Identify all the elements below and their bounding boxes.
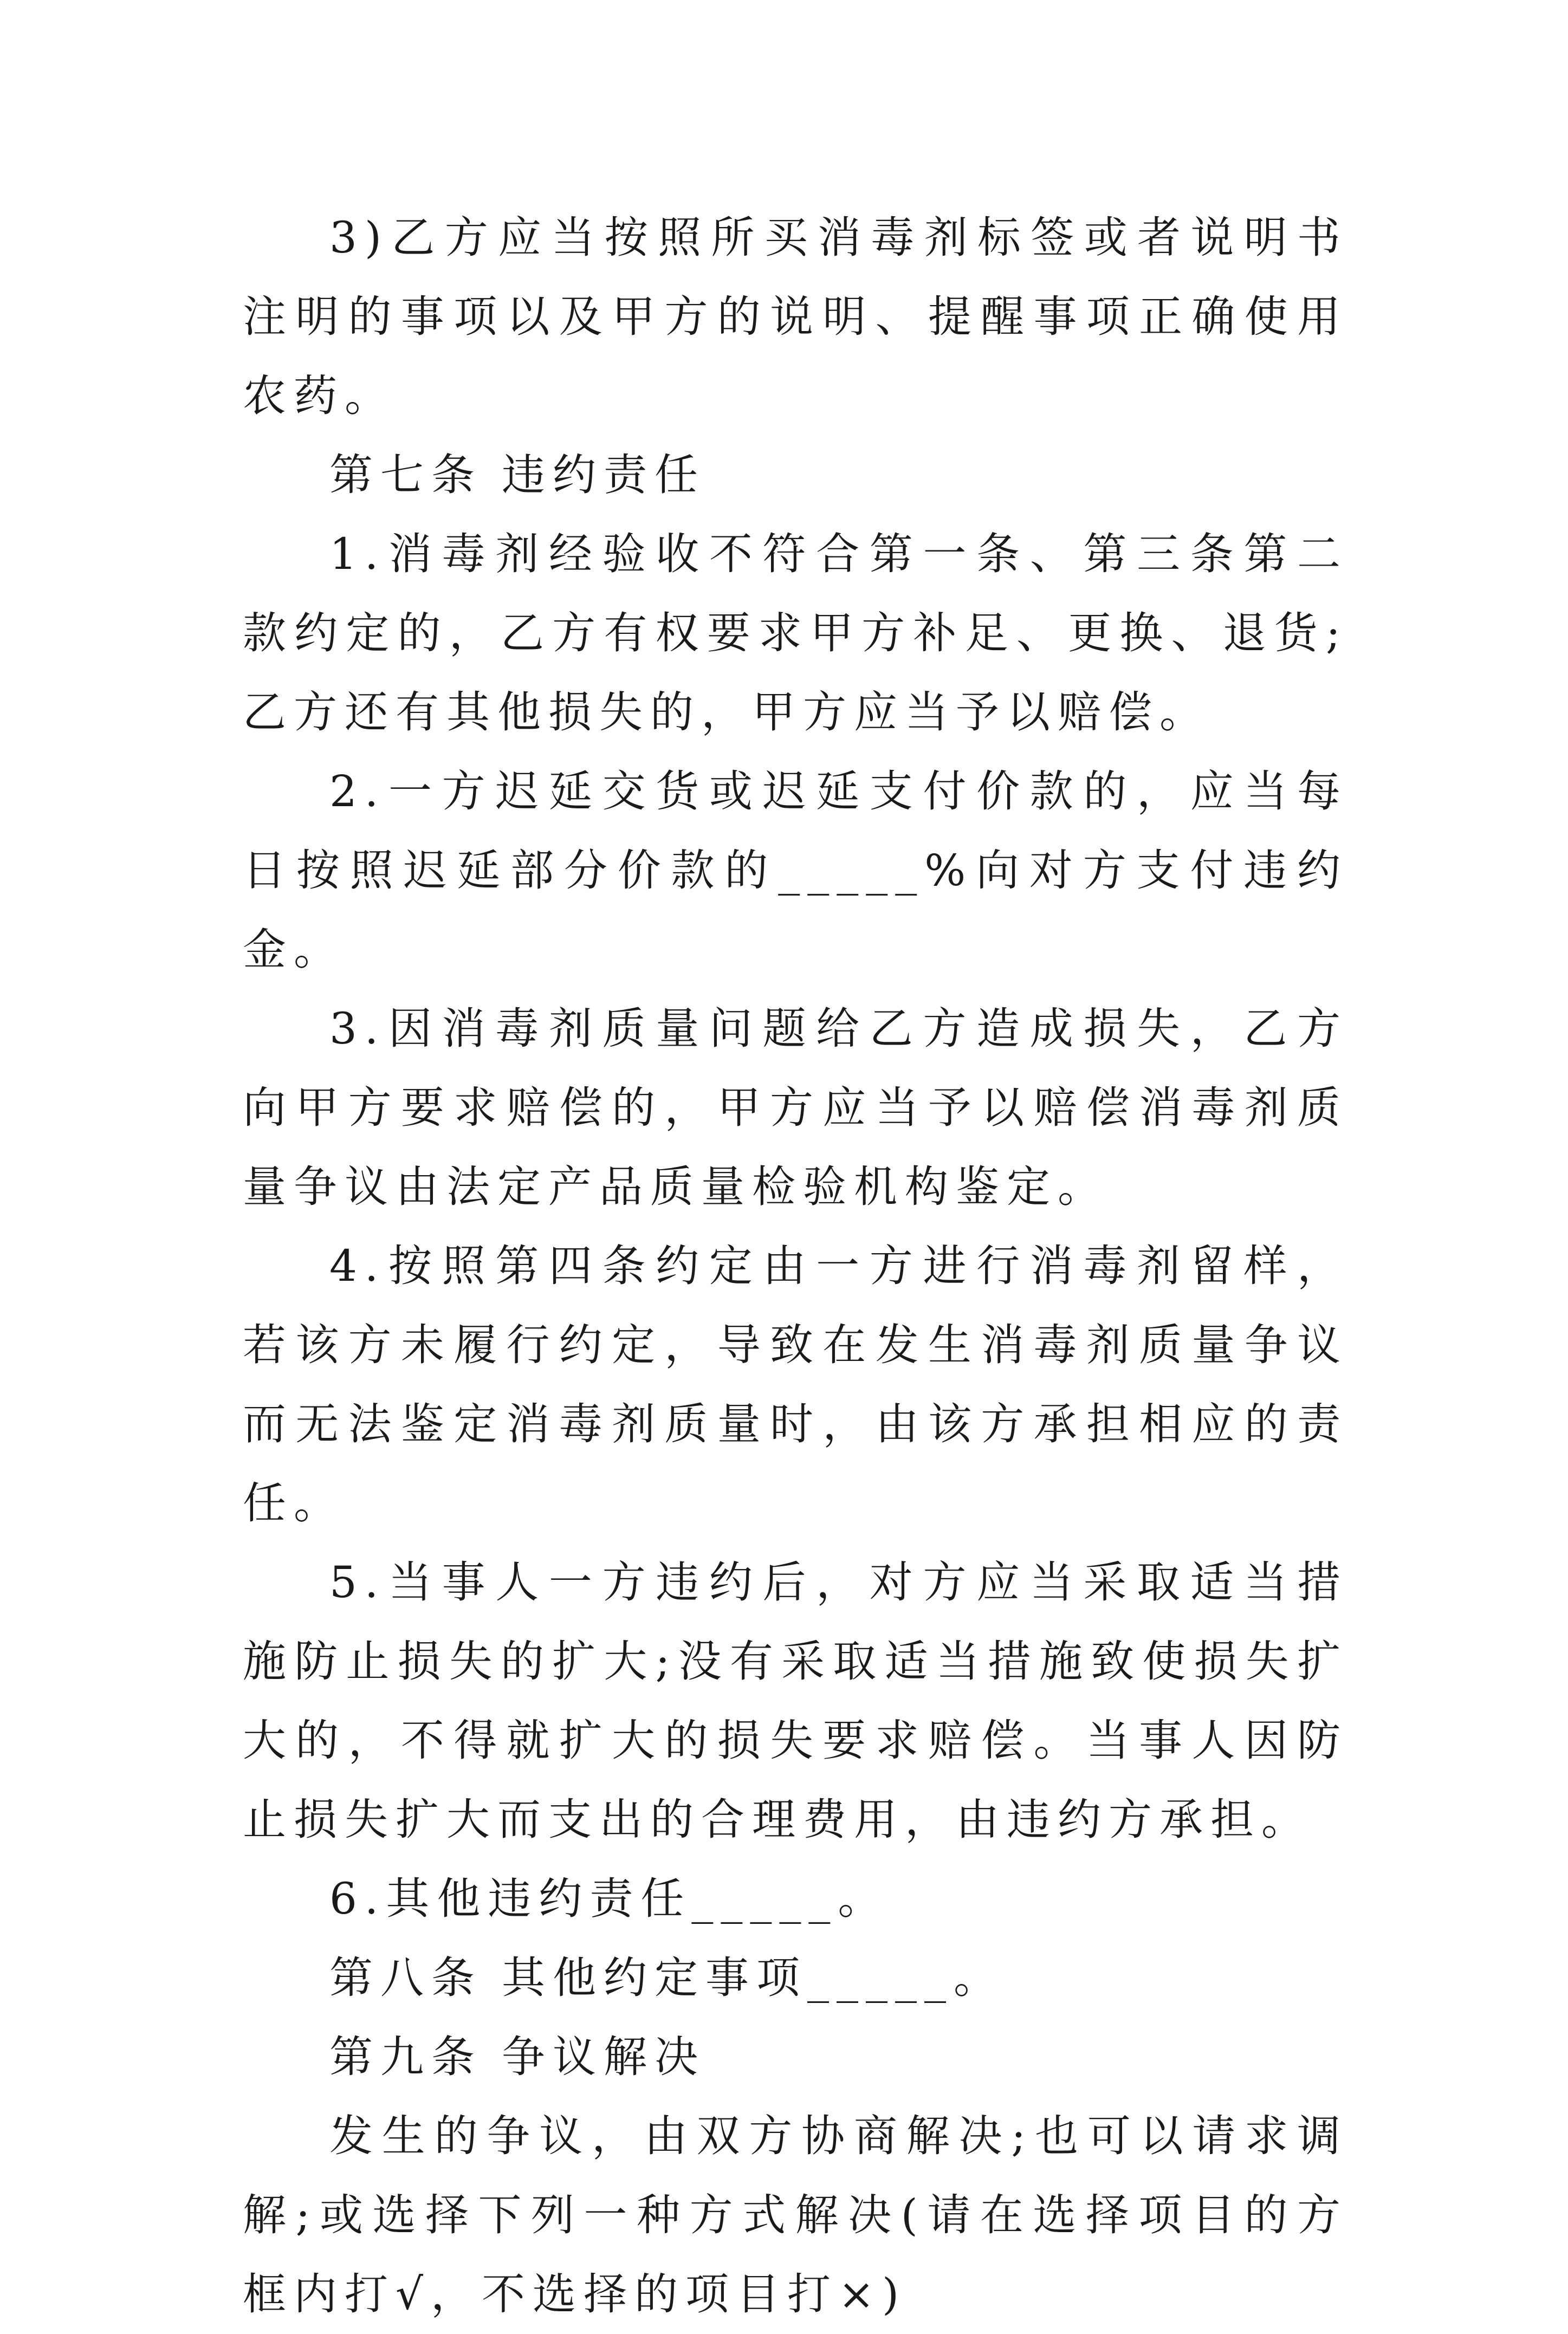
article-9-heading xyxy=(243,2018,1348,2097)
article-7-number: 第七条 xyxy=(329,450,482,500)
clause-9-text: 发生的争议，由双方协商解决;也可以请求调解;或选择下列一种方式解决(请在选择项目的方框内打√，不选择的项目打×) xyxy=(243,2111,1348,2319)
clause-7-item-1: 1.消毒剂经验收不符合第一条、第三条第二款约定的，乙方有权要求甲方补足、更换、退货;乙方还有其他损失的，甲方应当予以赔偿。 xyxy=(243,529,1348,737)
clause-7-item-3: 3.因消毒剂质量问题给乙方造成损失，乙方向甲方要求赔偿的，甲方应当予以赔偿消毒剂质量争议由法定产品质量检验机构鉴定。 xyxy=(243,1003,1348,1212)
article-8-title: 其他约定事项_____。 xyxy=(502,1953,1005,2003)
article-7-title: 违约责任 xyxy=(502,450,705,500)
clause-7-item-6: 6.其他违约责任_____。 xyxy=(329,1873,889,1924)
clause-7-item-4: 4.按照第四条约定由一方进行消毒剂留样，若该方未履行约定，导致在发生消毒剂质量争议而无法鉴定消毒剂质量时，由该方承担相应的责任。 xyxy=(243,1241,1348,1528)
article-7-heading xyxy=(243,436,1348,515)
clause-6-item-3: 3)乙方应当按照所买消毒剂标签或者说明书注明的事项以及甲方的说明、提醒事项正确使用农药。 xyxy=(243,212,1348,421)
clause-7-item-2: 2.一方迟延交货或迟延支付价款的，应当每日按照迟延部分价款的_____%向对方支付违约金。 xyxy=(243,766,1348,975)
document-body xyxy=(243,198,1348,2334)
article-8-heading xyxy=(243,1938,1348,2018)
article-9-title: 争议解决 xyxy=(502,2032,705,2082)
article-8-number: 第八条 xyxy=(329,1953,482,2003)
article-9-number: 第九条 xyxy=(329,2032,482,2082)
clause-7-item-5: 5.当事人一方违约后，对方应当采取适当措施防止损失的扩大;没有采取适当措施致使损失扩大的，不得就扩大的损失要求赔偿。当事人因防止损失扩大而支出的合理费用，由违约方承担。 xyxy=(243,1557,1348,1845)
